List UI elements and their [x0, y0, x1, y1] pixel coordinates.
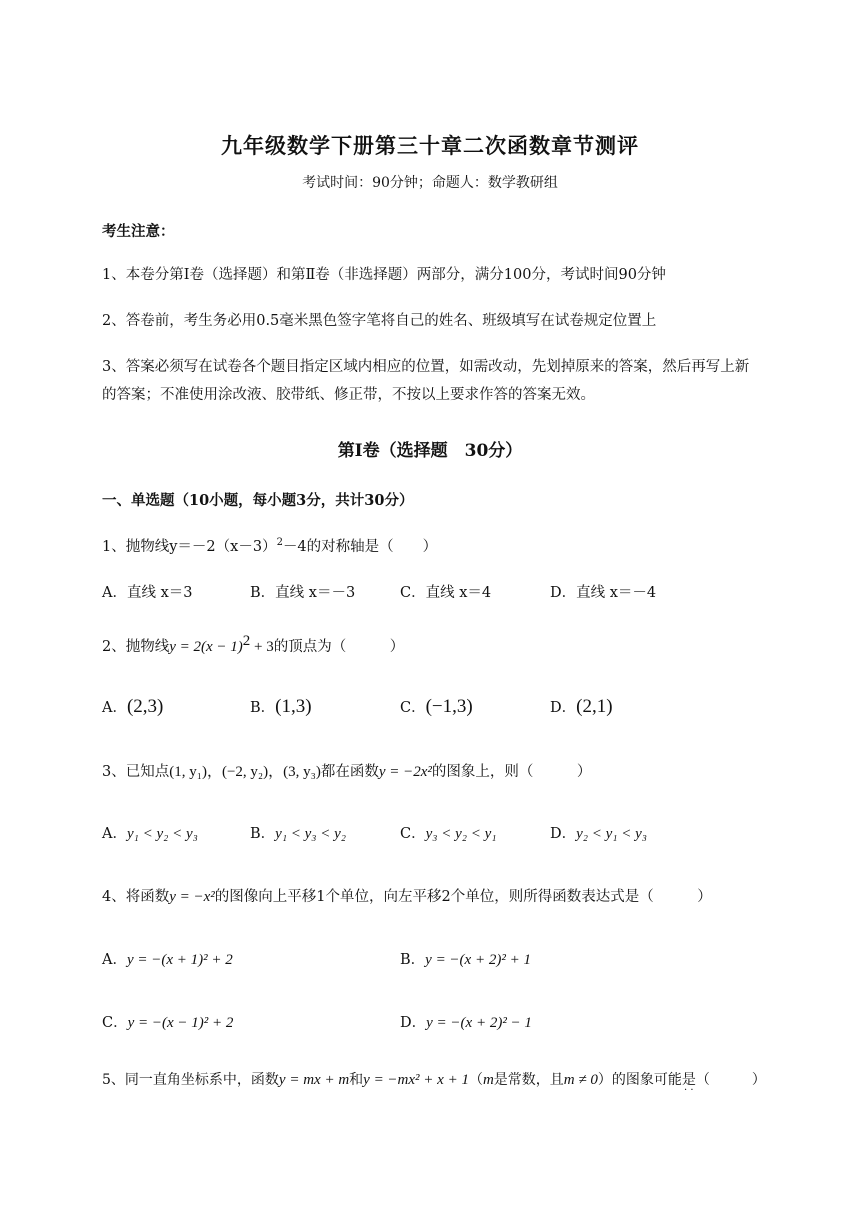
- notice-heading: 考生注意：: [102, 223, 175, 240]
- q5-m: m: [482, 1072, 494, 1088]
- emphasis-dots: · ·: [684, 1085, 694, 1096]
- q3-stem-a: 3、已知点: [102, 764, 170, 780]
- q4-option-a-value: y = −(x + 1)² + 2: [126, 952, 233, 968]
- question-5: [102, 1069, 766, 1089]
- q1-expr-b: －4: [282, 539, 307, 555]
- question-1: [102, 535, 437, 556]
- q3-option-c-value: y₃ < y₂ < y₁: [425, 826, 497, 842]
- q4-option-d-value: y = −(x + 2)² − 1: [426, 1015, 532, 1031]
- q4-option-b-value: y = −(x + 2)² + 1: [425, 952, 531, 968]
- q4-stem-a: 4、将函数: [102, 889, 170, 905]
- q3-option-d-label: D．: [550, 826, 577, 842]
- q2-option-c[interactable]: [400, 696, 473, 718]
- question-2: [102, 633, 404, 656]
- q4-option-a[interactable]: [102, 948, 233, 969]
- q5-stem-c: （: [468, 1072, 483, 1088]
- notice-item-1: 1、本卷分第Ⅰ卷（选择题）和第Ⅱ卷（非选择题）两部分，满分100分，考试时间90分钟: [102, 267, 666, 283]
- q3-option-a-value: y₁ < y₂ < y₃: [126, 826, 198, 842]
- q2-sup: 2: [242, 633, 251, 649]
- q5-stem-b: 和: [349, 1072, 364, 1088]
- part-heading: 一、单选题（10小题，每小题3分，共计30分）: [102, 492, 414, 509]
- q3-points: (1, y₁)，(−2, y₂)，(3, y₃): [169, 764, 321, 780]
- q3-stem-c: 的图象上，则（ ）: [431, 764, 592, 780]
- q1-option-a[interactable]: A．直线 x＝3: [102, 585, 193, 601]
- q2-stem-a: 2、抛物线: [102, 638, 170, 655]
- q1-stem-b: 的对称轴是（ ）: [306, 539, 438, 555]
- q4-option-c-value: y = −(x − 1)² + 2: [127, 1015, 234, 1031]
- q3-option-b-value: y₁ < y₃ < y₂: [275, 826, 347, 842]
- q2-option-b-label: B．: [250, 700, 276, 716]
- q4-option-a-label: A．: [102, 952, 127, 968]
- q1-option-b[interactable]: B．直线 x＝－3: [250, 585, 356, 601]
- question-3: [102, 760, 591, 781]
- q3-option-c[interactable]: [400, 822, 496, 843]
- q4-stem-b: 的图像向上平移1个单位，向左平移2个单位，则所得函数表达式是（ ）: [214, 889, 712, 905]
- notice-item-2: 2、答卷前，考生务必用0.5毫米黑色签字笔将自己的姓名、班级填写在试卷规定位置上: [102, 313, 657, 329]
- section-title: 第Ⅰ卷（选择题 30分）: [337, 441, 523, 461]
- q2-option-a-label: A．: [102, 700, 127, 716]
- q3-option-b-label: B．: [250, 826, 276, 842]
- q4-option-b[interactable]: [400, 948, 531, 969]
- q2-option-a-value: (2,3): [126, 696, 164, 717]
- q3-option-a[interactable]: [102, 822, 198, 843]
- q2-expr-b: + 3: [250, 638, 274, 655]
- q5-f1: y = mx + m: [278, 1072, 350, 1088]
- q5-stem-e: ）的图象可能是（ ）: [597, 1072, 766, 1088]
- q2-option-d-value: (2,1): [576, 696, 613, 717]
- page-title: 九年级数学下册第三十章二次函数章节测评: [221, 133, 639, 158]
- q2-option-a[interactable]: [102, 696, 163, 718]
- q3-func: y = −2x²: [378, 764, 432, 780]
- question-4: [102, 885, 712, 906]
- q3-option-d-value: y₂ < y₁ < y₃: [576, 826, 648, 842]
- q5-cond: m ≠ 0: [563, 1072, 598, 1088]
- q3-option-d[interactable]: [550, 822, 647, 843]
- q4-option-c[interactable]: [102, 1011, 233, 1032]
- q2-option-d[interactable]: [550, 696, 613, 718]
- q5-f2: y = −mx² + x + 1: [363, 1072, 469, 1088]
- notice-item-3: 3、答案必须写在试卷各个题目指定区域内相应的位置，如需改动，先划掉原来的答案，然后再写上新: [102, 359, 750, 375]
- q2-stem-b: 的顶点为（ ）: [273, 638, 405, 655]
- q2-expr: y = 2(x − 1): [169, 638, 243, 655]
- q1-option-c[interactable]: C．直线 x＝4: [400, 585, 492, 601]
- q5-stem-a: 5、同一直角坐标系中，函数: [102, 1072, 279, 1088]
- q2-option-b[interactable]: [250, 696, 312, 718]
- q2-option-d-label: D．: [550, 700, 577, 716]
- q1-option-d[interactable]: D．直线 x＝－4: [550, 585, 657, 601]
- q3-option-a-label: A．: [102, 826, 127, 842]
- q3-option-b[interactable]: [250, 822, 346, 843]
- q3-option-c-label: C．: [400, 826, 426, 842]
- q5-stem-d: 是常数，且: [493, 1072, 564, 1088]
- q2-option-c-label: C．: [400, 700, 426, 716]
- notice-item-3-cont: 的答案；不准使用涂改液、胶带纸、修正带，不按以上要求作答的答案无效。: [102, 387, 595, 403]
- q3-stem-b: 都在函数: [320, 764, 379, 780]
- q4-option-d-label: D．: [400, 1015, 427, 1031]
- q1-sup: 2: [276, 537, 283, 549]
- q4-option-d[interactable]: [400, 1011, 532, 1032]
- q4-option-c-label: C．: [102, 1015, 128, 1031]
- q4-option-b-label: B．: [400, 952, 426, 968]
- q1-stem-a: 1、抛物线: [102, 539, 170, 555]
- q4-func: y = −x²: [169, 889, 215, 905]
- q2-option-c-value: (−1,3): [425, 696, 473, 717]
- q1-expr: y＝－2（x－3）: [169, 539, 277, 555]
- page-subtitle: 考试时间：90分钟；命题人：数学教研组: [302, 175, 558, 191]
- q2-option-b-value: (1,3): [275, 696, 312, 717]
